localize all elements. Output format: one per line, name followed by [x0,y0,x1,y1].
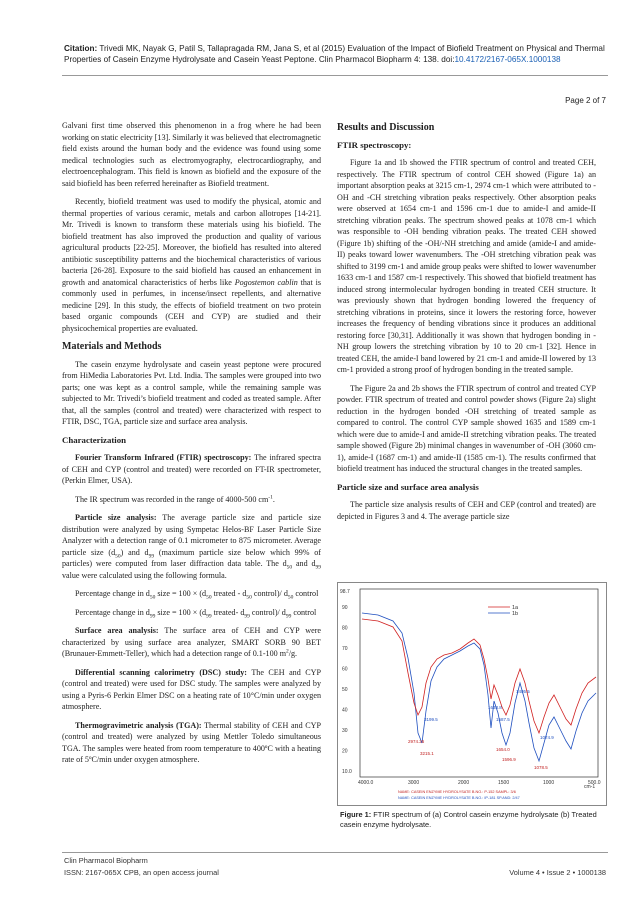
figure-1-caption: Figure 1: FTIR spectrum of (a) Control casein enzyme hydrolysate (b) Treated casein enzyme hydrolysate. [340,810,597,829]
citation-text: Trivedi MK, Nayak G, Patil S, Tallapragada RM, Jana S, et al (2015) Evaluation of the Impact of Biofield Treatment on Physical and Thermal Properties of Casein Enzyme Hydrolysate and Casein Yeast Peptone. Clin Pharmacol Biopharm 4: 138. doi: [64,44,605,64]
right-column [337,120,596,529]
paragraph-particle-results: The particle size analysis results of CEH and CEP (control and treated) are depicted in Figures 3 and 4. The average particle size [337,500,596,521]
y-tick-label: 10.0 [342,769,352,775]
paragraph-tga: Thermogravimetric analysis (TGA): Thermal stability of CEH and CYP (control and treated) were analyzed by using Mettler Toledo simultaneous TGA. The samples were heated from room temperature to 400ºC with a heating rate of 5ºC/min under oxygen atmosphere. [62,720,321,764]
x-tick-label: 1500 [498,780,510,786]
y-tick-label: 90 [342,605,348,611]
y-tick-label: 70 [342,646,348,652]
heading-particle-size: Particle size and surface area analysis [337,481,479,492]
footer-rule [62,852,608,853]
y-tick-label: 80 [342,625,348,632]
footnote-line-1: NAME: CASEIN ENZYME HYDROLYSATE B.NO.: P-152 SAMPL: 3/6 [398,790,516,794]
paragraph-recent-biofield: Recently, biofield treatment was used to modify the physical, atomic and thermal properties of various ceramic, metals and carbon allotropes [14-21]. Mr. Trivedi is known to transform these materials using his biofield. The biofield treatment has also improved the production and quality of various agricultural products [22-25]. Moreover, the biofield has resulted into altered antibiotic susceptibility patterns and the biochemical characteristics of various bacteria [26-28]. Exposure to the said biofield has caused an enhancement in growth and anatomical characteristics of herbs like Pogostemon cablin that is commonly used in perfumes, in incense/insect repellents, and alternative medicine [29]. In this study, the effects of biofield treatment on two protein based organic compounds (CEH and CYP) are studied and their physicochemical properties are evaluated. [62,197,321,333]
paragraph-galvani: Galvani first time observed this phenomenon in a frog where he had been working on static electricity [13]. Similarly it was believed that electromagnetic field exists around the human body and the evidence was found using some medical technologies such as electromyography, electrocardiography, and electroencephalogram. This field is known as biofield and the exposure of the said biofield has been referred hereinafter as Biofield treatment. [62,121,321,188]
peak-label-a-0: 3215.1 [420,751,434,756]
left-column [62,120,321,773]
peak-label-b-1: 1633.8 [488,705,502,710]
footnote-line-2: NAME: CASEIN ENZYME HYDROLYSATE B.NO.: IP-181 SP.AND: 2/47 [398,796,520,800]
page-number: Page 2 of 7 [565,96,606,105]
y-tick-label: 50 [342,687,348,693]
peak-label-a-1: 2974.26 [408,739,425,744]
footer-issn: ISSN: 2167-065X CPB, an open access journal [64,868,219,877]
paragraph-ftir-method: Fourier Transform Infrared (FTIR) spectroscopy: The infrared spectra of CEH and CYP (control and treated) were recorded on FT-IR spectrometer, (Perkin Elmer, USA). [62,453,321,485]
heading-characterization: Characterization [62,434,127,445]
paragraph-dsc: Differential scanning calorimetry (DSC) study: The CEH and CYP (control and treated) were used for DSC study. The samples were analyzed by using a Pyris-6 Perkin Elmer DSC on a heating rate of 10°C/min under oxygen atmosphere. [62,667,321,711]
citation-label: Citation: [64,44,98,53]
peak-label-a-4: 1078.5 [534,765,548,770]
formula-d50: Percentage change in $d_{50}$ size = $100 \times (d_{50}$ treated - $d_{50}$ control)/ $d_{50}$ control [75,589,319,601]
paragraph-ftir-ceh: Figure 1a and 1b showed the FTIR spectrum of control and treated CEH, respectively. The FTIR spectrum of control CEH showed (Figure 1a) an important absorption peaks at 3215 cm-1, 2974 cm-1 which were attributed to -OH and -CH stretching vibration peaks respectively. Other absorption peaks were observed at 1654 cm-1 and 1596 cm-1 due to amide-I and amide-II stretching vibration peaks. The spectrum showed peaks at 1078 cm-1 which was responsible to -OH bending vibration peaks. The treated CEH showed (Figure 1b) shifting of the -OH/-NH stretching and amide (amide-I and amide-II) peaks toward lower wavenumbers. The -OH stretching vibration peak was shifted to 3199 cm-1 and amide group peaks were shifted to lower wavenumber 1633 cm-1 and 1587 cm-1 respectively. This showed that biofield treatment has induced strong intermolecular hydrogen bonding in treated CEH structure. It was previously shown that hydrogen bonding lowered the frequency of stretching vibrations in proteins, since it lowers the restoring force, however increases the frequency of bending vibrations since it produces an additional restoring force [30,31]. Additionally it was shown that hydrogen bonding in -NH group lowers the stretching vibration by 10 to 20 cm-1 [32]. Hence in treated CEH, the amide-I band lowered by 21 cm-1 and amide-II lowered by 13 cm-1 provided a strong proof of hydrogen bonding in the treated sample. [337,158,596,374]
x-tick-label: 1000 [543,780,555,786]
paragraph-surface-area: Surface area analysis: The surface area of CEH and CYP were characterized by using surface area analyzer, SMART SORB 90 BET (Brunauer-Emmett-Teller), which had a detection range of 0.1-100 $m^2/g$. [62,626,321,658]
peak-label-b-0: 3199.5 [424,717,438,722]
header-rule [62,75,608,76]
x-tick-label: 2000 [458,780,470,786]
ftir-plot [338,583,606,805]
citation-header [64,43,609,65]
y-tick-label: 60 [342,666,348,673]
x-tick-label: 500.0 [588,780,601,786]
paragraph-ftir-cyp: The Figure 2a and 2b shows the FTIR spectrum of control and treated CYP powder. FTIR spectrum of treated and control powder shows (Figure 2a) slight reduction in the hydrogen bonded -OH stretching of treated sample as compared to control. The control CYP sample showed 1635 and 1589 cm-1 which were due to amide-I and amide-II stretching vibration peaks. The treated sample showed (Figure 2b) minimal changes in wavenumber of -OH (3060 cm-1), amide-I (1687 cm-1) and amide-II (1585 cm-1). The results confirmed that biofield treatment has induced the structural changes in the treated samples. [337,383,596,473]
footer-volume: Volume 4 • Issue 2 • 1000138 [509,868,606,877]
paragraph-materials: The casein enzyme hydrolysate and casein yeast peptone were procured from HiMedia Laboratories Pvt. Ltd. India. The samples were grouped into two parts; one was kept as a control sample, while the remaining sample was subjected to Mr. Trivedi’s biofield treatment and coded as treated sample. After that, all the samples (control and treated) were characterized with respect to FTIR, DSC, TGA, particle size and surface area analysis. [62,359,321,426]
heading-ftir-spectroscopy: FTIR spectroscopy: [337,139,412,150]
peak-label-a-2: 1654.0 [496,747,510,752]
heading-results-discussion: Results and Discussion [337,122,435,133]
y-tick-label: 30 [342,728,348,734]
y-tick-label: 40 [342,707,348,714]
x-tick-label: 3000 [408,780,420,786]
spectrum-line-1b [362,619,596,733]
formula-d99: Percentage change in $d_{99}$ size = $100 \times (d_{99}$ treated- $d_{99}$ control)/ $d_{99}$ control [75,607,317,620]
legend-1a: 1a [512,605,519,611]
peak-label-a-3: 1596.9 [502,757,516,762]
legend-1b: 1b [512,611,519,617]
y-tick-label: 20 [342,748,348,755]
peak-label-b-2: 1587.5 [496,717,510,722]
x-axis-unit: cm-1 [584,784,596,790]
y-axis-top: 98.7 [340,589,350,595]
x-tick-label: 4000.0 [358,780,374,786]
paragraph-ir-range: The IR spectrum was recorded in the range of 4000-500 $cm^{-1}$. [75,493,275,504]
footer-journal: Clin Pharmacol Biopharm [64,856,148,865]
heading-materials-methods: Materials and Methods [62,341,162,352]
spectrum-line-1a [362,613,596,761]
peak-label-b-3: 1405.5 [516,689,530,694]
figure-1-ftir-spectrum [337,582,607,806]
doi-link[interactable]: 10.4172/2167-065X.1000138 [454,55,561,64]
peak-label-b-4: 1074.9 [540,735,554,740]
paragraph-particle-size: Particle size analysis: The average particle size and particle size distribution were analyzed by using Sympetac Helos-BF Laser Particle Size Analyzer with a detection range of 0.1 micrometer to 875 micrometer. Average particle size $(d_{50})$ and $d_{99}$ (maximum particle size below which 99% of particles) were computed from laser diffraction data table. The $d_{50}$ and $d_{99}$ value were calculated using the following formula. [62,513,322,580]
